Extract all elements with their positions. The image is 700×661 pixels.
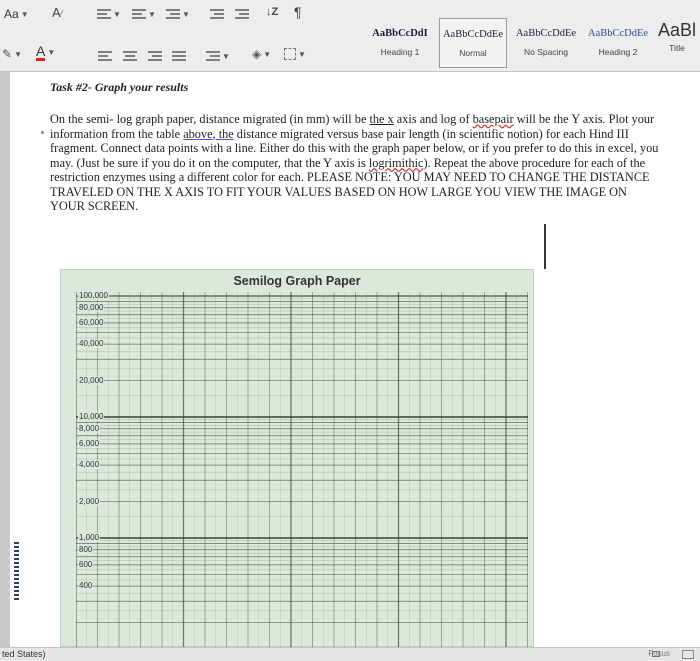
justify-button[interactable]: [172, 48, 186, 64]
y-tick-label: 80,000: [79, 302, 104, 312]
font-color-icon: A: [36, 42, 46, 59]
style-name: Heading 2: [598, 47, 638, 57]
graph-grid: [76, 292, 528, 648]
borders-icon: [284, 48, 296, 60]
y-tick-label: 20,000: [79, 375, 104, 385]
style-name: No Spacing: [524, 47, 568, 57]
increase-indent-button[interactable]: [235, 6, 249, 22]
clear-formatting-icon: A∕: [52, 4, 63, 20]
clear-formatting-button[interactable]: [52, 4, 62, 20]
font-size-dropdown[interactable]: [4, 6, 29, 22]
y-tick-label: 2,000: [79, 496, 100, 506]
chevron-down-icon: ▼: [113, 9, 121, 19]
style-heading-1[interactable]: [366, 18, 434, 68]
font-color-button[interactable]: [36, 44, 55, 60]
y-tick-label: 400: [79, 581, 93, 591]
bullet-marker: [41, 131, 44, 134]
instructions-paragraph[interactable]: [50, 112, 662, 214]
language-indicator[interactable]: ted States): [2, 649, 46, 659]
y-tick-label: 100,000: [79, 291, 108, 300]
line-spacing-button[interactable]: [206, 48, 230, 64]
y-tick-label: 10,000: [79, 412, 104, 421]
style-sample: AaBbCcDdEe: [587, 28, 649, 39]
y-tick-label: 800: [79, 544, 93, 554]
decrease-indent-icon: [210, 9, 224, 19]
ribbon-toolbar: [0, 0, 700, 72]
sort-icon: ↓Z: [266, 6, 279, 18]
chevron-down-icon: ▼: [47, 47, 56, 57]
align-center-icon: [123, 51, 137, 61]
text-run: ). Repeat the above procedure for each of the restriction enzymes using a different color for each. PLEASE NOTE: YOU MAY NEED TO CHANGE THE DISTANCE TRAVELED ON THE X AXIS TO FIT YOUR VALUES BASED ON HOW LARGE YOU VIEW THE IMAGE ON YOUR SCREEN.: [50, 155, 650, 213]
chevron-down-icon: ▼: [20, 9, 29, 19]
multilevel-list-button[interactable]: [166, 6, 190, 22]
status-bar: [0, 647, 700, 661]
borders-button[interactable]: [284, 46, 306, 62]
bullets-button[interactable]: [97, 6, 121, 22]
multilevel-list-icon: [166, 9, 180, 19]
style-sample: AaBl: [657, 20, 697, 40]
text-run: distance migrated versus base pair length (in scientific notion) for each Hind III fragment. Connect data points with a line. Either do this with the graph paper below, or if you prefer to do this in excel, you may. (Just be sure if you do it on the computer, that the Y axis is: [50, 126, 659, 170]
bullet-list-icon: [97, 9, 111, 19]
justify-icon: [172, 51, 186, 61]
style-name: Title: [669, 43, 685, 53]
highlight-button[interactable]: [2, 46, 22, 62]
style-sample: AaBbCcDdI: [372, 28, 428, 39]
numbered-list-icon: [132, 9, 146, 19]
spelling-error-text: basepair: [472, 112, 514, 126]
style-title[interactable]: [654, 18, 700, 68]
y-tick-label: 40,000: [79, 339, 104, 349]
paint-bucket-icon: ◈: [252, 47, 262, 61]
chevron-down-icon: ▼: [182, 9, 190, 19]
chevron-down-icon: ▼: [14, 49, 22, 59]
style-sample: AaBbCcDdEe: [515, 28, 577, 39]
style-name: Heading 1: [380, 47, 420, 57]
spelling-error-text: logrimithic: [368, 155, 424, 170]
chevron-down-icon: ▼: [298, 49, 306, 59]
y-tick-label: 6,000: [79, 438, 100, 448]
document-page[interactable]: [10, 72, 700, 647]
text-run: On the semi- log graph paper, distance migrated (in mm) will be: [50, 112, 370, 126]
align-left-icon: [98, 51, 112, 61]
y-tick-label: 4,000: [79, 460, 100, 470]
decrease-indent-button[interactable]: [210, 6, 224, 22]
style-sample: AaBbCcDdEe: [442, 29, 504, 40]
y-tick-label: 1,000: [79, 533, 100, 542]
focus-button[interactable]: Focus: [648, 649, 670, 658]
text-cursor: [544, 224, 546, 269]
align-right-icon: [148, 51, 162, 61]
highlighter-icon: ✎: [2, 47, 13, 61]
style-heading-2[interactable]: [584, 18, 652, 68]
text-run: axis and log of: [393, 112, 473, 126]
style-name: Normal: [459, 48, 487, 58]
layout-view-icon[interactable]: [682, 650, 694, 659]
align-left-button[interactable]: [98, 48, 112, 64]
graph-title: Semilog Graph Paper: [233, 274, 361, 288]
numbering-button[interactable]: [132, 6, 156, 22]
y-tick-label: 60,000: [79, 317, 104, 327]
style-no-spacing[interactable]: [512, 18, 580, 68]
align-center-button[interactable]: [123, 48, 137, 64]
font-size-label: Aa: [4, 7, 19, 21]
increase-indent-icon: [235, 9, 249, 19]
semilog-graph-paper: [60, 269, 534, 647]
y-tick-label: 600: [79, 559, 93, 569]
chevron-down-icon: ▼: [148, 9, 156, 19]
vertical-axis-caption: [14, 542, 19, 602]
grammar-flag-text: above, the: [183, 126, 234, 141]
style-normal[interactable]: [439, 18, 507, 68]
pilcrow-icon: ¶: [294, 4, 302, 20]
sort-button[interactable]: [266, 4, 278, 20]
align-right-button[interactable]: [148, 48, 162, 64]
chevron-down-icon: ▼: [263, 49, 272, 59]
show-formatting-button[interactable]: [294, 4, 302, 20]
underlined-text: the x: [369, 112, 394, 126]
task-heading: Task #2- Graph your results: [50, 80, 189, 94]
text-run: will be the Y axis. Plot your information from the table: [50, 112, 655, 141]
shading-button[interactable]: [252, 46, 271, 62]
chevron-down-icon: ▼: [222, 51, 230, 61]
y-tick-label: 8,000: [79, 423, 100, 433]
line-spacing-icon: [206, 51, 220, 61]
